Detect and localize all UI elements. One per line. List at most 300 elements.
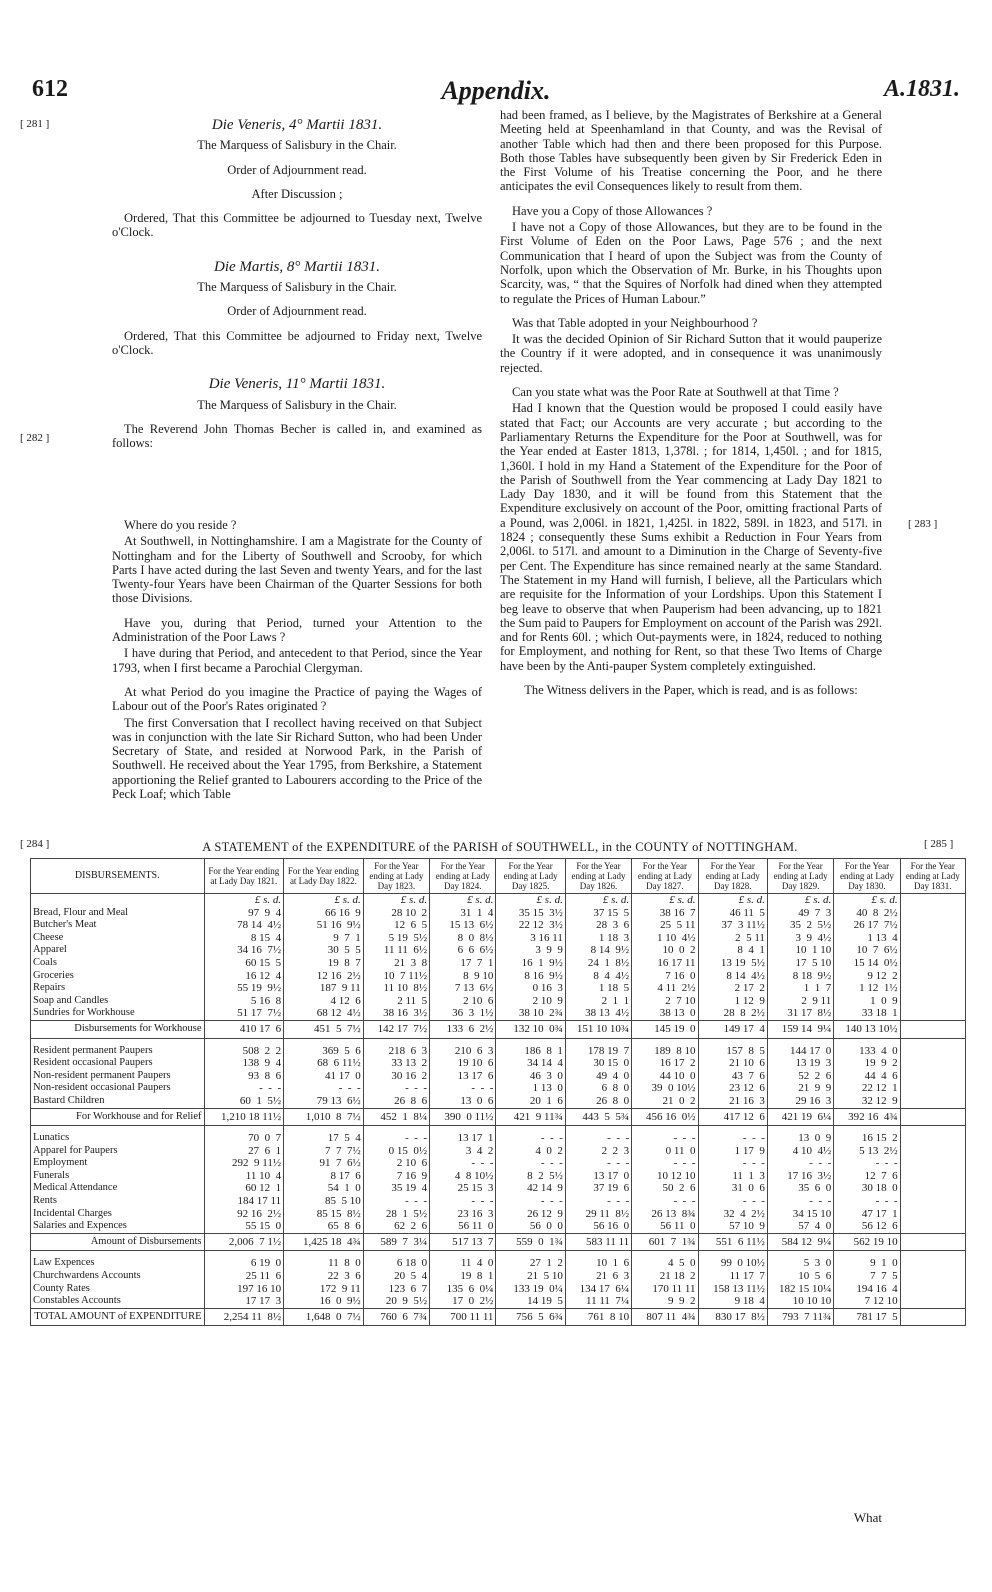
amount-cell: 8 2 5½: [496, 1170, 565, 1183]
row-label: Lunatics: [31, 1132, 205, 1145]
amount-cell: 0 11 0: [632, 1145, 698, 1158]
answer: Had I known that the Question would be proposed I could easily have stated that Fact; our Accounts are very accurate ; but according to the Parliamentary Returns the Expenditure for the Poor at Southwell, was for the Year ended at Easter 1813, 1,378l. ; for 1814, 1,450l. ; and for 1815, 1,360l. I hold in my Hand a Statement of the Expenditure for the Poor of the Parish of Southwell from the Year commencing at Lady Day 1821 to Lady Day 1830, and it will be found from this Statement that the Expenditure exclusively on account of the Poor, omitting fractional Parts of a Pound, was 2,006l. in 1821, 1,425l. in 1822, 589l. in 1823, and 517l. in 1824 ; consequently these Sums exhibit a Reduction in Four Years from 2,006l. to 517l. and amount to a Diminution in the Charge of Seventy-five per Cent. The Expenditure has since remained nearly at the same Standard. The Statement in my Hand will furnish, I believe, all the Particulars which are requisite for the Information of your Lordships. Upon this Statement I beg leave to observe that when Pauperism had been advancing, up to 1821 the Sum paid to Paupers for Employment on account of the Parish was 292l. and for Rents 60l. ; which Out-payments were, in 1824, reduced to nothing for Employment, and nothing for Rent, so that these Two Items of Charge have been by the Anti-pauper System completely extinguished.: [500, 401, 882, 673]
amount-cell: 51 16 9½: [284, 919, 364, 932]
row-label: Repairs: [31, 982, 205, 995]
amount-cell: 44 4 6: [834, 1070, 900, 1083]
amount-cell: 700 11 11: [430, 1308, 496, 1326]
units-cell: £ s. d.: [430, 894, 496, 907]
sitting-date: Die Veneris, 11° Martii 1831.: [208, 376, 386, 393]
amount-cell: 35 19 4: [363, 1182, 429, 1195]
row-label: Non-resident permanent Paupers: [31, 1070, 205, 1083]
amount-cell: 1 0 9: [834, 995, 900, 1008]
row-label: Non-resident occasional Paupers: [31, 1082, 205, 1095]
amount-cell: 12 7 6: [834, 1170, 900, 1183]
amount-cell: 8 14 4½: [698, 970, 767, 983]
table-row: [31, 1007, 966, 1020]
units-cell: £ s. d.: [767, 894, 833, 907]
year-header: For the Year ending at Lady Day 1823.: [363, 859, 429, 894]
amount-cell: 16 0 9½: [284, 1295, 364, 1308]
row-label: Bastard Children: [31, 1095, 205, 1108]
amount-cell: 34 14 4: [496, 1057, 565, 1070]
amount-cell: 26 13 8¾: [632, 1208, 698, 1221]
amount-cell: 451 5 7½: [284, 1020, 364, 1038]
amount-cell: 132 10 0¾: [496, 1020, 565, 1038]
amount-cell: 0 16 3: [496, 982, 565, 995]
amount-cell: 3 4 2: [430, 1145, 496, 1158]
amount-cell: 10 5 6: [767, 1270, 833, 1283]
amount-cell: 17 5 4: [284, 1132, 364, 1145]
amount-cell: 13 17 0: [565, 1170, 631, 1183]
amount-cell: 17 0 2½: [430, 1295, 496, 1308]
amount-cell: 20 1 6: [496, 1095, 565, 1108]
amount-cell: 133 4 0: [834, 1045, 900, 1058]
amount-cell: 16 17 11: [632, 957, 698, 970]
amount-cell: 2,006 7 1½: [204, 1233, 284, 1251]
amount-cell: 34 15 10: [767, 1208, 833, 1221]
amount-cell: 2 10 6: [363, 1157, 429, 1170]
amount-cell: 12 6 5: [363, 919, 429, 932]
amount-cell: 47 17 1: [834, 1208, 900, 1221]
amount-cell: 508 2 2: [204, 1045, 284, 1058]
amount-cell: 26 8 6: [363, 1095, 429, 1108]
row-label: Disbursements for Workhouse: [31, 1020, 205, 1038]
year-header: For the Year ending at Lady Day 1829.: [767, 859, 833, 894]
amount-cell: 42 14 9: [496, 1182, 565, 1195]
amount-cell: [900, 1220, 965, 1233]
amount-cell: - - -: [204, 1082, 284, 1095]
table-row: [31, 1295, 966, 1308]
amount-cell: 55 19 9½: [204, 982, 284, 995]
adjournment-note: Order of Adjournment read.: [227, 304, 367, 319]
amount-cell: 10 0 2: [632, 944, 698, 957]
row-label: Apparel for Paupers: [31, 1145, 205, 1158]
amount-cell: 20 5 4: [363, 1270, 429, 1283]
amount-cell: 26 17 7½: [834, 919, 900, 932]
amount-cell: 2,254 11 8½: [204, 1308, 284, 1326]
amount-cell: 36 3 1½: [430, 1007, 496, 1020]
year-header: For the Year ending at Lady Day 1825.: [496, 859, 565, 894]
amount-cell: 421 19 6¼: [767, 1108, 833, 1126]
year-header: For the Year ending at Lady Day 1824.: [430, 859, 496, 894]
amount-cell: 562 19 10: [834, 1233, 900, 1251]
amount-cell: 178 19 7: [565, 1045, 631, 1058]
answer: I have not a Copy of those Allowances, but they are to be found in the First Volume of Eden on the Poor Laws, Page 576 ; and the next Communication that I heard of upon the Subject was from the County of Norfolk, upon which the Observation of Mr. Burke, in his Thoughts upon Scarcity, was, “ that the Squires of Norfolk had dined when they attempted to regulate the Prices of Human Labour.”: [500, 220, 882, 306]
amount-cell: 8 9 10: [430, 970, 496, 983]
amount-cell: 97 9 4: [204, 907, 284, 920]
amount-cell: 24 1 8½: [565, 957, 631, 970]
amount-cell: 29 11 8½: [565, 1208, 631, 1221]
amount-cell: 43 7 6: [698, 1070, 767, 1083]
amount-cell: 140 13 10½: [834, 1020, 900, 1038]
amount-cell: 830 17 8½: [698, 1308, 767, 1326]
amount-cell: 9 12 2: [834, 970, 900, 983]
table-row: [31, 1257, 966, 1270]
amount-cell: 9 9 2: [632, 1295, 698, 1308]
amount-cell: 456 16 0½: [632, 1108, 698, 1126]
amount-cell: 559 0 1¾: [496, 1233, 565, 1251]
amount-cell: 10 7 6½: [834, 944, 900, 957]
amount-cell: 189 8 10: [632, 1045, 698, 1058]
amount-cell: 11 8 0: [284, 1257, 364, 1270]
amount-cell: [900, 1095, 965, 1108]
table-row: [31, 1270, 966, 1283]
amount-cell: 392 16 4¾: [834, 1108, 900, 1126]
amount-cell: 78 14 4½: [204, 919, 284, 932]
amount-cell: 28 8 2½: [698, 1007, 767, 1020]
amount-cell: 13 0 6: [430, 1095, 496, 1108]
amount-cell: 70 0 7: [204, 1132, 284, 1145]
amount-cell: 51 17 7½: [204, 1007, 284, 1020]
amount-cell: 7 13 6½: [430, 982, 496, 995]
amount-cell: 369 5 6: [284, 1045, 364, 1058]
catchword: What: [853, 1510, 882, 1525]
amount-cell: 56 11 0: [430, 1220, 496, 1233]
amount-cell: 31 17 8½: [767, 1007, 833, 1020]
margin-ref-281: [ 281 ]: [20, 118, 50, 130]
amount-cell: 9 18 4: [698, 1295, 767, 1308]
amount-cell: 19 10 6: [430, 1057, 496, 1070]
question: At what Period do you imagine the Practice of paying the Wages of Labour out of the Poor's Rates originated ?: [112, 684, 482, 714]
subtotal-row: [31, 1108, 966, 1126]
amount-cell: 8 18 9½: [767, 970, 833, 983]
amount-cell: 10 1 6: [565, 1257, 631, 1270]
amount-cell: [900, 995, 965, 1008]
amount-cell: 6 18 0: [363, 1257, 429, 1270]
amount-cell: 186 8 1: [496, 1045, 565, 1058]
amount-cell: 52 2 6: [767, 1070, 833, 1083]
amount-cell: 421 9 11¾: [496, 1108, 565, 1126]
year-header: For the Year ending at Lady Day 1821.: [204, 859, 284, 894]
amount-cell: [900, 932, 965, 945]
amount-cell: 8 0 8½: [430, 932, 496, 945]
amount-cell: [900, 957, 965, 970]
amount-cell: 2 9 11: [767, 995, 833, 1008]
amount-cell: 3 9 9: [496, 944, 565, 957]
amount-cell: 30 15 0: [565, 1057, 631, 1070]
amount-cell: 133 6 2½: [430, 1020, 496, 1038]
amount-cell: 99 0 10½: [698, 1257, 767, 1270]
amount-cell: 23 12 6: [698, 1082, 767, 1095]
amount-cell: 4 5 0: [632, 1257, 698, 1270]
year-header: For the Year ending at Lady Day 1826.: [565, 859, 631, 894]
amount-cell: [900, 1057, 965, 1070]
amount-cell: 30 16 2: [363, 1070, 429, 1083]
amount-cell: 1,210 18 11½: [204, 1108, 284, 1126]
amount-cell: 10 10 10: [767, 1295, 833, 1308]
amount-cell: 26 12 9: [496, 1208, 565, 1221]
page-header: [28, 76, 964, 108]
amount-cell: 7 7 5: [834, 1270, 900, 1283]
row-label: County Rates: [31, 1283, 205, 1296]
amount-cell: 6 19 0: [204, 1257, 284, 1270]
amount-cell: 29 16 3: [767, 1095, 833, 1108]
amount-cell: - - -: [632, 1195, 698, 1208]
amount-cell: 6 8 0: [565, 1082, 631, 1095]
amount-cell: 17 17 3: [204, 1295, 284, 1308]
units-cell: £ s. d.: [834, 894, 900, 907]
discussion-note: After Discussion ;: [251, 186, 343, 201]
amount-cell: 33 18 1: [834, 1007, 900, 1020]
amount-cell: [900, 1157, 965, 1170]
amount-cell: 182 15 10¼: [767, 1283, 833, 1296]
amount-cell: 1 13 0: [496, 1082, 565, 1095]
amount-cell: 4 0 2: [496, 1145, 565, 1158]
row-label: Salaries and Expences: [31, 1220, 205, 1233]
amount-cell: 21 18 2: [632, 1270, 698, 1283]
amount-cell: 3 9 4½: [767, 932, 833, 945]
amount-cell: 17 7 1: [430, 957, 496, 970]
page-year: A.1831.: [883, 76, 960, 102]
amount-cell: 11 1 3: [698, 1170, 767, 1183]
amount-cell: 19 8 7: [284, 957, 364, 970]
chair-note: The Marquess of Salisbury in the Chair.: [197, 397, 397, 412]
amount-cell: - - -: [363, 1195, 429, 1208]
amount-cell: [900, 1208, 965, 1221]
amount-cell: 1 12 1½: [834, 982, 900, 995]
amount-cell: 10 7 11½: [363, 970, 429, 983]
amount-cell: - - -: [363, 1082, 429, 1095]
row-label: Resident permanent Paupers: [31, 1045, 205, 1058]
amount-cell: 38 10 2¾: [496, 1007, 565, 1020]
amount-cell: 144 17 0: [767, 1045, 833, 1058]
amount-cell: [900, 1070, 965, 1083]
sitting-date: Die Martis, 8° Martii 1831.: [214, 258, 380, 275]
amount-cell: 13 0 9: [767, 1132, 833, 1145]
amount-cell: 1 10 4½: [632, 932, 698, 945]
table-row: [31, 982, 966, 995]
amount-cell: 25 11 6: [204, 1270, 284, 1283]
row-label: Butcher's Meat: [31, 919, 205, 932]
row-label: Resident occasional Paupers: [31, 1057, 205, 1070]
amount-cell: 793 7 11¾: [767, 1308, 833, 1326]
amount-cell: 32 4 2½: [698, 1208, 767, 1221]
amount-cell: 65 8 6: [284, 1220, 364, 1233]
amount-cell: - - -: [767, 1195, 833, 1208]
amount-cell: 50 2 6: [632, 1182, 698, 1195]
amount-cell: 21 16 3: [698, 1095, 767, 1108]
row-label: Coals: [31, 957, 205, 970]
amount-cell: 35 15 3½: [496, 907, 565, 920]
amount-cell: 11 11 6½: [363, 944, 429, 957]
row-label: Cheese: [31, 932, 205, 945]
answer: The first Conversation that I recollect having received on that Subject was in conjunction with the late Sir Richard Sutton, who had been Under Secretary of State, and resided at Norwood Park, in the Parish of Southwell. He received about the Year 1795, from Berkshire, a Statement apportioning the Relief granted to Labourers according to the Price of the Peck Loaf; which Table: [112, 715, 482, 802]
amount-cell: 2 2 3: [565, 1145, 631, 1158]
amount-cell: 760 6 7¾: [363, 1308, 429, 1326]
amount-cell: 781 17 5: [834, 1308, 900, 1326]
amount-cell: 17 5 10: [767, 957, 833, 970]
amount-cell: 142 17 7½: [363, 1020, 429, 1038]
amount-cell: 1 1 7: [767, 982, 833, 995]
table-row: [31, 1157, 966, 1170]
amount-cell: 2 1 1: [565, 995, 631, 1008]
amount-cell: 1 18 3: [565, 932, 631, 945]
amount-cell: 2 10 6: [430, 995, 496, 1008]
adjournment-note: Order of Adjournment read.: [227, 162, 367, 177]
question: Have you, during that Period, turned your Attention to the Administration of the Poor Laws ?: [112, 615, 482, 645]
year-header: For the Year ending at Lady Day 1830.: [834, 859, 900, 894]
amount-cell: 8 4 1: [698, 944, 767, 957]
row-label: Groceries: [31, 970, 205, 983]
answer: I have during that Period, and antecedent to that Period, since the Year 1793, when I first became a Parochial Clergyman.: [112, 646, 482, 675]
amount-cell: 9 1 0: [834, 1257, 900, 1270]
amount-cell: 807 11 4¾: [632, 1308, 698, 1326]
amount-cell: 46 11 5: [698, 907, 767, 920]
amount-cell: 27 6 1: [204, 1145, 284, 1158]
amount-cell: - - -: [284, 1082, 364, 1095]
amount-cell: 583 11 11: [565, 1233, 631, 1251]
year-header: For the Year ending at Lady Day 1828.: [698, 859, 767, 894]
amount-cell: 601 7 1¾: [632, 1233, 698, 1251]
amount-cell: 56 16 0: [565, 1220, 631, 1233]
amount-cell: 85 5 10: [284, 1195, 364, 1208]
amount-cell: - - -: [834, 1157, 900, 1170]
amount-cell: 30 5 5: [284, 944, 364, 957]
order-text: Ordered, That this Committee be adjourned to Tuesday next, Twelve o'Clock.: [112, 211, 482, 240]
amount-cell: - - -: [698, 1132, 767, 1145]
amount-cell: 35 2 5½: [767, 919, 833, 932]
amount-cell: 11 10 8½: [363, 982, 429, 995]
amount-cell: 54 1 0: [284, 1182, 364, 1195]
amount-cell: 2 10 9: [496, 995, 565, 1008]
amount-cell: 1 18 5: [565, 982, 631, 995]
amount-cell: - - -: [698, 1157, 767, 1170]
amount-cell: 40 8 2½: [834, 907, 900, 920]
amount-cell: 13 17 6: [430, 1070, 496, 1083]
amount-cell: 21 9 9: [767, 1082, 833, 1095]
amount-cell: [900, 1182, 965, 1195]
amount-cell: - - -: [632, 1157, 698, 1170]
amount-cell: 21 5 10: [496, 1270, 565, 1283]
table-row: [31, 919, 966, 932]
amount-cell: 551 6 11½: [698, 1233, 767, 1251]
amount-cell: 49 4 0: [565, 1070, 631, 1083]
amount-cell: 14 19 5: [496, 1295, 565, 1308]
amount-cell: 68 12 4½: [284, 1007, 364, 1020]
row-label: For Workhouse and for Relief: [31, 1108, 205, 1126]
total-row: [31, 1308, 966, 1326]
amount-cell: [900, 1283, 965, 1296]
amount-cell: [900, 1308, 965, 1326]
amount-cell: 3 16 11: [496, 932, 565, 945]
question: Where do you reside ?: [124, 518, 237, 532]
row-label: Employment: [31, 1157, 205, 1170]
year-header: For the Year ending at Lady Day 1831.: [900, 859, 965, 894]
amount-cell: 7 16 9: [363, 1170, 429, 1183]
margin-ref-285: [ 285 ]: [924, 838, 954, 850]
amount-cell: 91 7 6½: [284, 1157, 364, 1170]
table-row: [31, 944, 966, 957]
amount-cell: 57 10 9: [698, 1220, 767, 1233]
row-label: Amount of Disbursements: [31, 1233, 205, 1251]
amount-cell: 56 0 0: [496, 1220, 565, 1233]
amount-cell: 133 19 0¼: [496, 1283, 565, 1296]
amount-cell: 13 19 5½: [698, 957, 767, 970]
paragraph: had been framed, as I believe, by the Magistrates of Berkshire at a General Meeting held at Speenhamland in that County, and was the Revisal of another Table which had then and there been proposed for this Purpose. Both those Tables have subsequently been given by Sir Frederick Eden in the First Volume of his Treatise concerning the Poor, and he there anticipates the evil Consequences likely to result from them.: [500, 108, 882, 194]
table-row: [31, 1182, 966, 1195]
amount-cell: 68 6 11½: [284, 1057, 364, 1070]
amount-cell: 16 1 9½: [496, 957, 565, 970]
amount-cell: 151 10 10¾: [565, 1020, 631, 1038]
amount-cell: 443 5 5¾: [565, 1108, 631, 1126]
row-label: Apparel: [31, 944, 205, 957]
amount-cell: 60 1 5½: [204, 1095, 284, 1108]
amount-cell: [900, 944, 965, 957]
amount-cell: 33 13 2: [363, 1057, 429, 1070]
row-label: Funerals: [31, 1170, 205, 1183]
amount-cell: 7 12 10: [834, 1295, 900, 1308]
amount-cell: 172 9 11: [284, 1283, 364, 1296]
table-row: [31, 1208, 966, 1221]
row-label: Constables Accounts: [31, 1295, 205, 1308]
table-row: [31, 1220, 966, 1233]
amount-cell: 56 12 6: [834, 1220, 900, 1233]
amount-cell: 410 17 6: [204, 1020, 284, 1038]
amount-cell: 13 19 3: [767, 1057, 833, 1070]
amount-cell: - - -: [767, 1157, 833, 1170]
amount-cell: 30 18 0: [834, 1182, 900, 1195]
amount-cell: [900, 1020, 965, 1038]
amount-cell: 210 6 3: [430, 1045, 496, 1058]
amount-cell: 138 9 4: [204, 1057, 284, 1070]
amount-cell: 37 15 5: [565, 907, 631, 920]
amount-cell: 8 4 4½: [565, 970, 631, 983]
amount-cell: 292 9 11½: [204, 1157, 284, 1170]
amount-cell: 38 16 7: [632, 907, 698, 920]
amount-cell: 194 16 4: [834, 1283, 900, 1296]
amount-cell: 4 12 6: [284, 995, 364, 1008]
amount-cell: - - -: [496, 1157, 565, 1170]
amount-cell: 38 13 0: [632, 1007, 698, 1020]
amount-cell: 16 15 2: [834, 1132, 900, 1145]
amount-cell: 60 15 5: [204, 957, 284, 970]
amount-cell: 44 10 0: [632, 1070, 698, 1083]
question: Can you state what was the Poor Rate at Southwell at that Time ?: [512, 385, 839, 400]
amount-cell: 218 6 3: [363, 1045, 429, 1058]
amount-cell: 158 13 11½: [698, 1283, 767, 1296]
chair-note: The Marquess of Salisbury in the Chair.: [197, 138, 397, 153]
statement-title: A STATEMENT of the EXPENDITURE of the PARISH of SOUTHWELL, in the COUNTY of NOTTINGHAM.: [202, 840, 798, 854]
table-row: [31, 970, 966, 983]
amount-cell: [900, 1233, 965, 1251]
amount-cell: [900, 1257, 965, 1270]
table-row: [31, 907, 966, 920]
amount-cell: 390 0 11½: [430, 1108, 496, 1126]
table-row: [31, 932, 966, 945]
amount-cell: 21 0 2: [632, 1095, 698, 1108]
amount-cell: 187 9 11: [284, 982, 364, 995]
amount-cell: 5 19 5½: [363, 932, 429, 945]
amount-cell: [900, 1132, 965, 1145]
amount-cell: 1 12 9: [698, 995, 767, 1008]
amount-cell: 2 7 10: [632, 995, 698, 1008]
amount-cell: - - -: [565, 1157, 631, 1170]
amount-cell: [900, 1045, 965, 1058]
amount-cell: 5 16 8: [204, 995, 284, 1008]
amount-cell: 25 15 3: [430, 1182, 496, 1195]
units-cell: [900, 894, 965, 907]
amount-cell: 2 11 5: [363, 995, 429, 1008]
amount-cell: 62 2 6: [363, 1220, 429, 1233]
amount-cell: 184 17 11: [204, 1195, 284, 1208]
witness-note: The Witness delivers in the Paper, which is read, and is as follows:: [524, 682, 858, 697]
amount-cell: 0 15 0½: [363, 1145, 429, 1158]
amount-cell: 25 5 11: [632, 919, 698, 932]
table-row: [31, 995, 966, 1008]
amount-cell: 16 12 4: [204, 970, 284, 983]
amount-cell: 37 3 11½: [698, 919, 767, 932]
page-number: 612: [32, 76, 68, 102]
amount-cell: 11 4 0: [430, 1257, 496, 1270]
